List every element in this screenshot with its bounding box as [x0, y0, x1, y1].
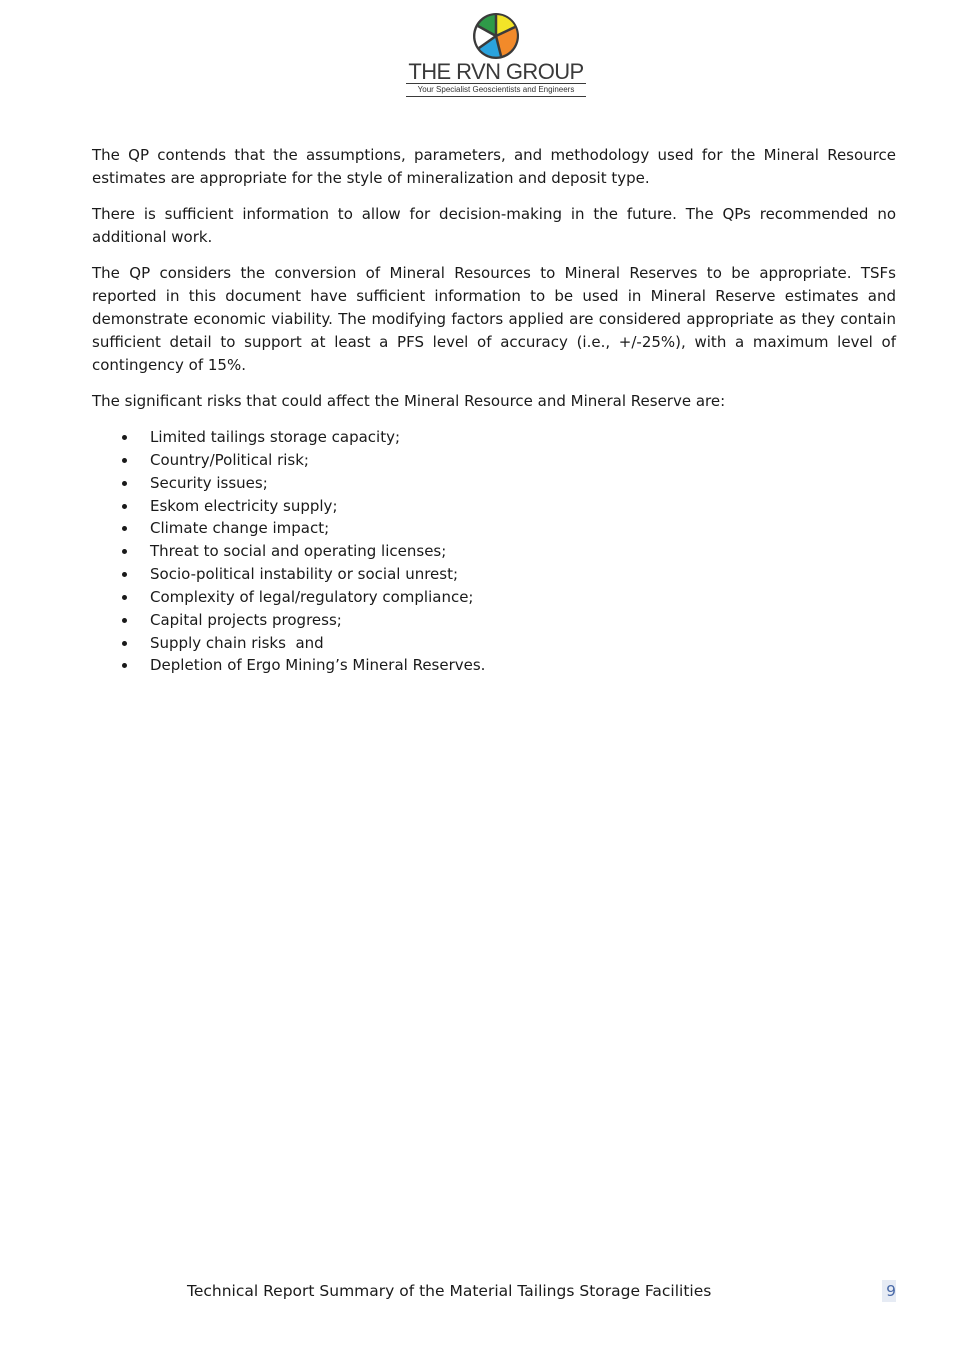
page-number: 9 [882, 1280, 896, 1302]
paragraph-risks-intro: The significant risks that could affect the Mineral Resource and Mineral Reserve are: [92, 392, 726, 410]
list-item: Supply chain risks and [92, 632, 896, 655]
company-logo [404, 12, 588, 98]
list-item: Socio-political instability or social unrest; [92, 563, 896, 586]
footer-title: Technical Report Summary of the Material Tailings Storage Facilities [187, 1282, 712, 1300]
list-item: Capital projects progress; [92, 609, 896, 632]
list-item: Climate change impact; [92, 517, 896, 540]
logo-pie-icon [404, 12, 588, 60]
list-item: Complexity of legal/regulatory compliance; [92, 586, 896, 609]
list-item: Country/Political risk; [92, 449, 896, 472]
body-content [92, 144, 896, 677]
list-item: Threat to social and operating licenses; [92, 540, 896, 563]
logo-rule-top [406, 83, 586, 84]
list-item: Depletion of Ergo Mining’s Mineral Reserves. [92, 654, 896, 677]
risk-list [92, 426, 896, 677]
list-item: Security issues; [92, 472, 896, 495]
list-item: Limited tailings storage capacity; [92, 426, 896, 449]
list-item: Eskom electricity supply; [92, 495, 896, 518]
paragraph-sufficient-info: There is sufficient information to allow for decision-making in the future. The QPs recommended no additional work. [92, 205, 896, 246]
logo-title: THE RVN GROUP [408, 59, 584, 84]
paragraph-assumptions: The QP contends that the assumptions, parameters, and methodology used for the Mineral Resource estimates are appropriate for the style of mineralization and deposit type. [92, 146, 896, 187]
logo-rule-bottom [406, 96, 586, 97]
logo-tagline: Your Specialist Geoscientists and Engineers [417, 85, 575, 94]
paragraph-conversion: The QP considers the conversion of Mineral Resources to Mineral Reserves to be appropriate. TSFs reported in this document have sufficient information to be used in Mineral Reserve estimates and demonstrate economic viability. The modifying factors applied are considered appropriate as they contain sufficient detail to support at least a PFS level of accuracy (i.e., +/-25%), with a maximum level of contingency of 15%. [92, 264, 896, 374]
